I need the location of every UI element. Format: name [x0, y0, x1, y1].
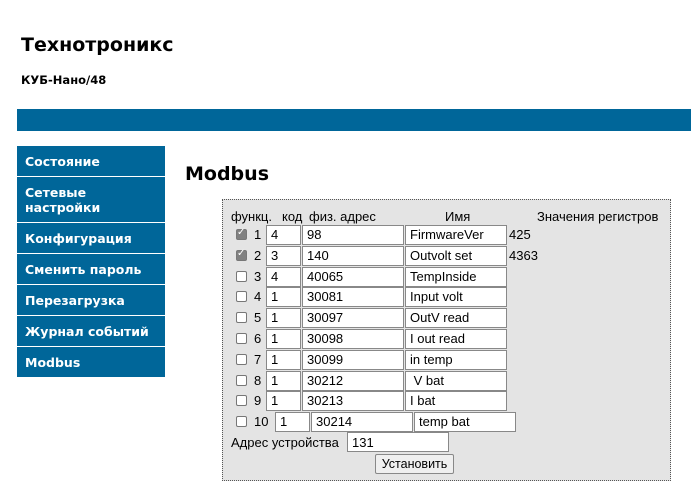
row-number: 3 — [254, 268, 262, 284]
device-address-input[interactable] — [347, 432, 449, 452]
register-address-input[interactable]: 30098 — [302, 329, 404, 349]
function-code-input[interactable]: 3 — [266, 246, 301, 266]
register-address-input[interactable]: 98 — [302, 225, 404, 245]
enable-checkbox[interactable] — [236, 375, 247, 386]
function-code-input[interactable]: 1 — [275, 412, 310, 432]
function-code-input[interactable]: 1 — [266, 391, 301, 411]
row-number: 7 — [254, 351, 262, 367]
row-number: 9 — [254, 393, 262, 409]
function-code-input[interactable]: 1 — [266, 350, 301, 370]
register-row — [223, 371, 663, 392]
top-bar — [17, 109, 691, 131]
row-number: 6 — [254, 331, 262, 346]
register-row — [223, 350, 663, 371]
row-number: 4 — [254, 289, 262, 305]
register-name-input[interactable]: temp bat — [414, 412, 516, 432]
register-row — [223, 412, 663, 433]
sidebar-item-eventlog[interactable]: Журнал событий — [17, 316, 165, 347]
col-header-code: код — [282, 209, 303, 224]
register-row — [223, 225, 663, 246]
enable-checkbox[interactable] — [236, 354, 247, 365]
row-number: 10 — [254, 414, 269, 430]
row-number: 5 — [254, 310, 262, 326]
sidebar-item-reboot[interactable]: Перезагрузка — [17, 285, 165, 316]
register-name-input[interactable]: in temp — [405, 350, 507, 370]
register-row — [223, 391, 663, 412]
sidebar-item-status[interactable]: Состояние — [17, 146, 165, 177]
sidebar — [17, 146, 165, 378]
register-address-input[interactable]: 30212 — [302, 371, 404, 391]
register-name-input[interactable]: Outvolt set — [405, 246, 507, 266]
register-name-input[interactable]: OutV read — [405, 308, 507, 328]
function-code-input[interactable]: 1 — [266, 329, 301, 349]
function-code-input[interactable]: 1 — [266, 287, 301, 307]
enable-checkbox[interactable] — [236, 416, 247, 427]
function-code-input[interactable]: 1 — [266, 308, 301, 328]
set-button[interactable]: Установить — [375, 454, 454, 474]
row-number: 2 — [254, 247, 262, 263]
register-name-input[interactable]: I out read — [405, 329, 507, 349]
col-header-addr: физ. адрес — [309, 209, 376, 224]
register-name-input[interactable]: TempInside — [405, 267, 507, 287]
register-address-input[interactable]: 30214 — [311, 412, 413, 432]
sidebar-item-password[interactable]: Сменить пароль — [17, 254, 165, 285]
register-value: 4363 — [509, 247, 538, 263]
row-number: 8 — [254, 372, 262, 388]
page-title: Modbus — [185, 163, 269, 185]
device-address-label: Адрес устройства — [231, 435, 339, 450]
register-address-input[interactable]: 30081 — [302, 287, 404, 307]
register-row — [223, 308, 663, 329]
col-header-values: Значения регистров — [537, 209, 659, 224]
enable-checkbox[interactable] — [236, 291, 247, 302]
function-code-input[interactable]: 1 — [266, 371, 301, 391]
register-row — [223, 287, 663, 308]
register-address-input[interactable]: 30097 — [302, 308, 404, 328]
register-row — [223, 267, 663, 288]
function-code-input[interactable]: 4 — [266, 225, 301, 245]
device-model: КУБ-Нано/48 — [21, 73, 107, 87]
register-address-input[interactable]: 30099 — [302, 350, 404, 370]
register-value: 425 — [509, 227, 531, 242]
register-address-input[interactable]: 140 — [302, 246, 404, 266]
col-header-name: Имя — [445, 209, 471, 224]
enable-checkbox[interactable] — [236, 395, 247, 406]
modbus-panel — [222, 199, 671, 481]
register-name-input[interactable]: Input volt — [405, 287, 507, 307]
enable-checkbox[interactable] — [236, 312, 247, 323]
register-name-input[interactable]: I bat — [405, 391, 507, 411]
register-row — [223, 329, 663, 350]
sidebar-item-config[interactable]: Конфигурация — [17, 223, 165, 254]
register-name-input[interactable]: FirmwareVer — [405, 225, 507, 245]
register-name-input[interactable]: V bat — [405, 371, 507, 391]
register-address-input[interactable]: 40065 — [302, 267, 404, 287]
enable-checkbox[interactable] — [236, 271, 247, 282]
col-header-func: функц. — [231, 209, 272, 224]
sidebar-item-modbus[interactable]: Modbus — [17, 347, 165, 378]
enable-checkbox[interactable] — [236, 250, 247, 261]
enable-checkbox[interactable] — [236, 333, 247, 344]
row-number: 1 — [254, 227, 262, 242]
brand-title: Технотроникс — [21, 34, 174, 56]
function-code-input[interactable]: 4 — [266, 267, 301, 287]
register-row — [223, 246, 663, 267]
sidebar-item-network[interactable]: Сетевые настройки — [17, 177, 165, 223]
register-address-input[interactable]: 30213 — [302, 391, 404, 411]
enable-checkbox[interactable] — [236, 229, 247, 240]
